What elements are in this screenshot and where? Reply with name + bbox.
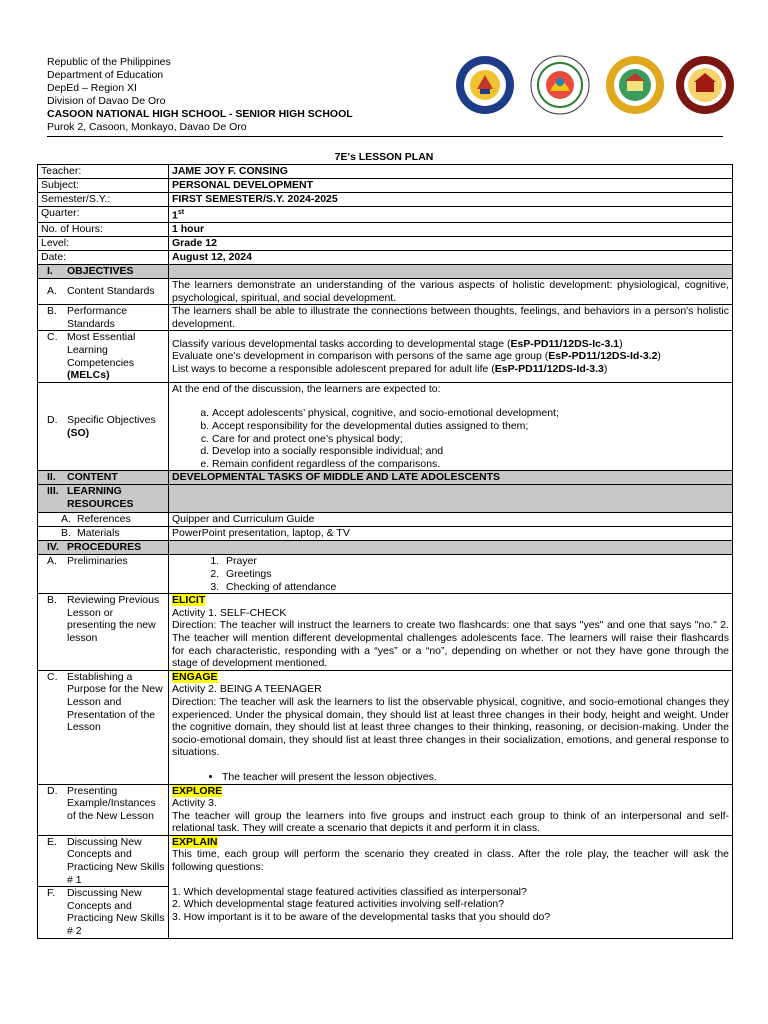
school-seal-icon <box>675 55 735 115</box>
question: 3. How important is it to be aware of the developmental tasks that you should do? <box>172 910 551 923</box>
department-of-education-seal-icon <box>530 55 590 115</box>
school-name: CASOON NATIONAL HIGH SCHOOL - SENIOR HIGH SCHOOL <box>47 108 353 120</box>
info-row-date: Date: August 12, 2024 <box>38 251 733 265</box>
melc-item: Classify various developmental tasks according to developmental stage (EsP-PD11/12DS-Ic-3.1) <box>172 337 623 350</box>
specific-objectives-list <box>172 407 729 470</box>
list-item: d. Develop into a socially responsible individual; and <box>212 445 729 458</box>
row-specific-objectives: D. Specific Objectives (SO) At the end of the discussion, the learners are expected to: a. Accept adolescents’ physical, cognitive, and socio-emotional development; b. Accept responsibility for the developmental duties assigned to them; c. Care for and protect one’s physical body; d. Develop into a socially responsible individual; and e. Remain confident regardless of the comparisons. <box>38 382 733 471</box>
list-item: c. Care for and protect one’s physical body; <box>212 433 729 446</box>
question: 2. Which developmental stage featured activities involving self-relation? <box>172 898 505 911</box>
row-materials: B. Materials PowerPoint presentation, laptop, & TV <box>38 527 733 541</box>
header-line: DepEd – Region XI <box>47 82 137 94</box>
header-divider <box>47 136 723 137</box>
melc-item: Evaluate one’s development in comparison with persons of the same age group (EsP-PD11/12DS-Id-3.2) <box>172 350 661 363</box>
info-row-hours: No. of Hours: 1 hour <box>38 223 733 237</box>
activity-title: Activity 3. <box>172 797 217 810</box>
deped-seal-icon <box>455 55 515 115</box>
info-row-quarter: Quarter: 1st <box>38 207 733 223</box>
letterhead <box>47 56 353 134</box>
activity-title: Activity 2. BEING A TEENAGER <box>172 683 322 696</box>
list-item: 3. Checking of attendance <box>222 581 729 594</box>
list-item: b. Accept responsibility for the developmental duties assigned to them; <box>212 420 729 433</box>
header-line: Republic of the Philippines <box>47 56 171 68</box>
section-content: II. CONTENT DEVELOPMENTAL TASKS OF MIDDLE AND LATE ADOLESCENTS <box>38 471 733 485</box>
header-line: Division of Davao De Oro <box>47 95 166 107</box>
list-item: e. Remain confident regardless of the comparisons. <box>212 458 729 471</box>
row-preliminaries: A. Preliminaries 1. Prayer 2. Greetings 3. Checking of attendance <box>38 555 733 594</box>
row-reviewing: B. Reviewing Previous Lesson or presenting the new lesson ELICIT Activity 1. SELF-CHECK Direction: The teacher will instruct the learners to create two flashcards: one that says "yes" and one that says "no." 2. The teacher will mention different developmental challenges adolescents face. The learners will raise their flashcards for each characteristic, responding with a “yes” or a “no”, depending on whether or not they have gone through the stage of development mentioned. <box>38 594 733 671</box>
info-row-subject: Subject: PERSONAL DEVELOPMENT <box>38 179 733 193</box>
info-row-semester: Semester/S.Y.: FIRST SEMESTER/S.Y. 2024-2025 <box>38 193 733 207</box>
header-line: Department of Education <box>47 69 164 81</box>
question: 1. Which developmental stage featured activities classified as interpersonal? <box>172 885 527 898</box>
list-item: • The teacher will present the lesson objectives. <box>222 771 729 784</box>
section-procedures: IV. PROCEDURES <box>38 541 733 555</box>
info-row-level: Level: Grade 12 <box>38 237 733 251</box>
row-references: A. References Quipper and Curriculum Guide <box>38 513 733 527</box>
preliminaries-list <box>172 555 729 593</box>
section-objectives: I. OBJECTIVES <box>38 265 733 279</box>
phase-badge: ELICIT <box>172 594 206 607</box>
list-item: 2. Greetings <box>222 568 729 581</box>
phase-badge: EXPLAIN <box>172 835 218 848</box>
division-davao-de-oro-seal-icon <box>605 55 665 115</box>
row-establishing: C. Establishing a Purpose for the New Lesson and Presentation of the Lesson ENGAGE Activity 2. BEING A TEENAGER Direction: The teacher will ask the learners to list the observable physical, cognitive, and socio-emotional changes they experienced. Under the physical domain, they should list at least three changes in their body, height and weight. Under the cognitive domain, they should list at least three changes to their thinking, reasoning, or decision-making. Under the socio-emotional domain, they should list at least three changes in their socialization, emotions, and general response to situations. • The teacher will present the lesson objectives. <box>38 670 733 784</box>
list-item: 1. Prayer <box>222 555 729 568</box>
melc-item: List ways to become a responsible adolescent prepared for adult life (EsP-PD11/12DS-Id-3.3) <box>172 362 608 375</box>
section-learning-resources: III. LEARNING RESOURCES <box>38 485 733 513</box>
school-address: Purok 2, Casoon, Monkayo, Davao De Oro <box>47 121 247 133</box>
row-performance-standards: B. Performance Standards The learners shall be able to illustrate the connections between thoughts, feelings, and behaviors in a person's holistic development. <box>38 305 733 331</box>
phase-badge: EXPLORE <box>172 784 223 797</box>
document-title: 7E's LESSON PLAN <box>334 151 434 163</box>
activity-title: Activity 1. SELF-CHECK <box>172 606 287 619</box>
list-item: a. Accept adolescents’ physical, cognitive, and socio-emotional development; <box>212 407 729 420</box>
objectives-intro: At the end of the discussion, the learners are expected to: <box>172 382 441 395</box>
row-melcs: C. Most Essential Learning Competencies (MELCs) Classify various developmental tasks according to developmental stage (EsP-PD11/12DS-Ic-3.1) Evaluate one’s development in comparison with persons of the same age group (EsP-PD11/12DS-Id-3.2) List ways to become a responsible adolescent prepared for adult life (EsP-PD11/12DS-Id-3.3) <box>38 331 733 382</box>
info-row-teacher: Teacher: JAME JOY F. CONSING <box>38 165 733 179</box>
row-content-standards: A. Content Standards The learners demonstrate an understanding of the various aspects of holistic development: physiological, cognitive, psychological, spiritual, and social development. <box>38 279 733 305</box>
row-presenting: D. Presenting Example/Instances of the New Lesson EXPLORE Activity 3. The teacher will group the learners into five groups and instruct each group to think of an interpersonal and self-relational task. They will create a scenario that depicts it and perform it in class. <box>38 784 733 835</box>
row-discussing-2: F. Discussing New Concepts and Practicing New Skills # 2 <box>38 887 733 938</box>
lesson-plan-table <box>37 164 733 939</box>
phase-badge: ENGAGE <box>172 670 218 683</box>
row-discussing-1: E. Discussing New Concepts and Practicing New Skills # 1 EXPLAIN This time, each group will perform the scenario they created in class. After the role play, the teacher will ask the following questions: 1. Which developmental stage featured activities classified as interpersonal? 2. Which developmental stage featured activities involving self-relation? 3. How important is it to be aware of the developmental tasks that you should do? <box>38 835 733 886</box>
